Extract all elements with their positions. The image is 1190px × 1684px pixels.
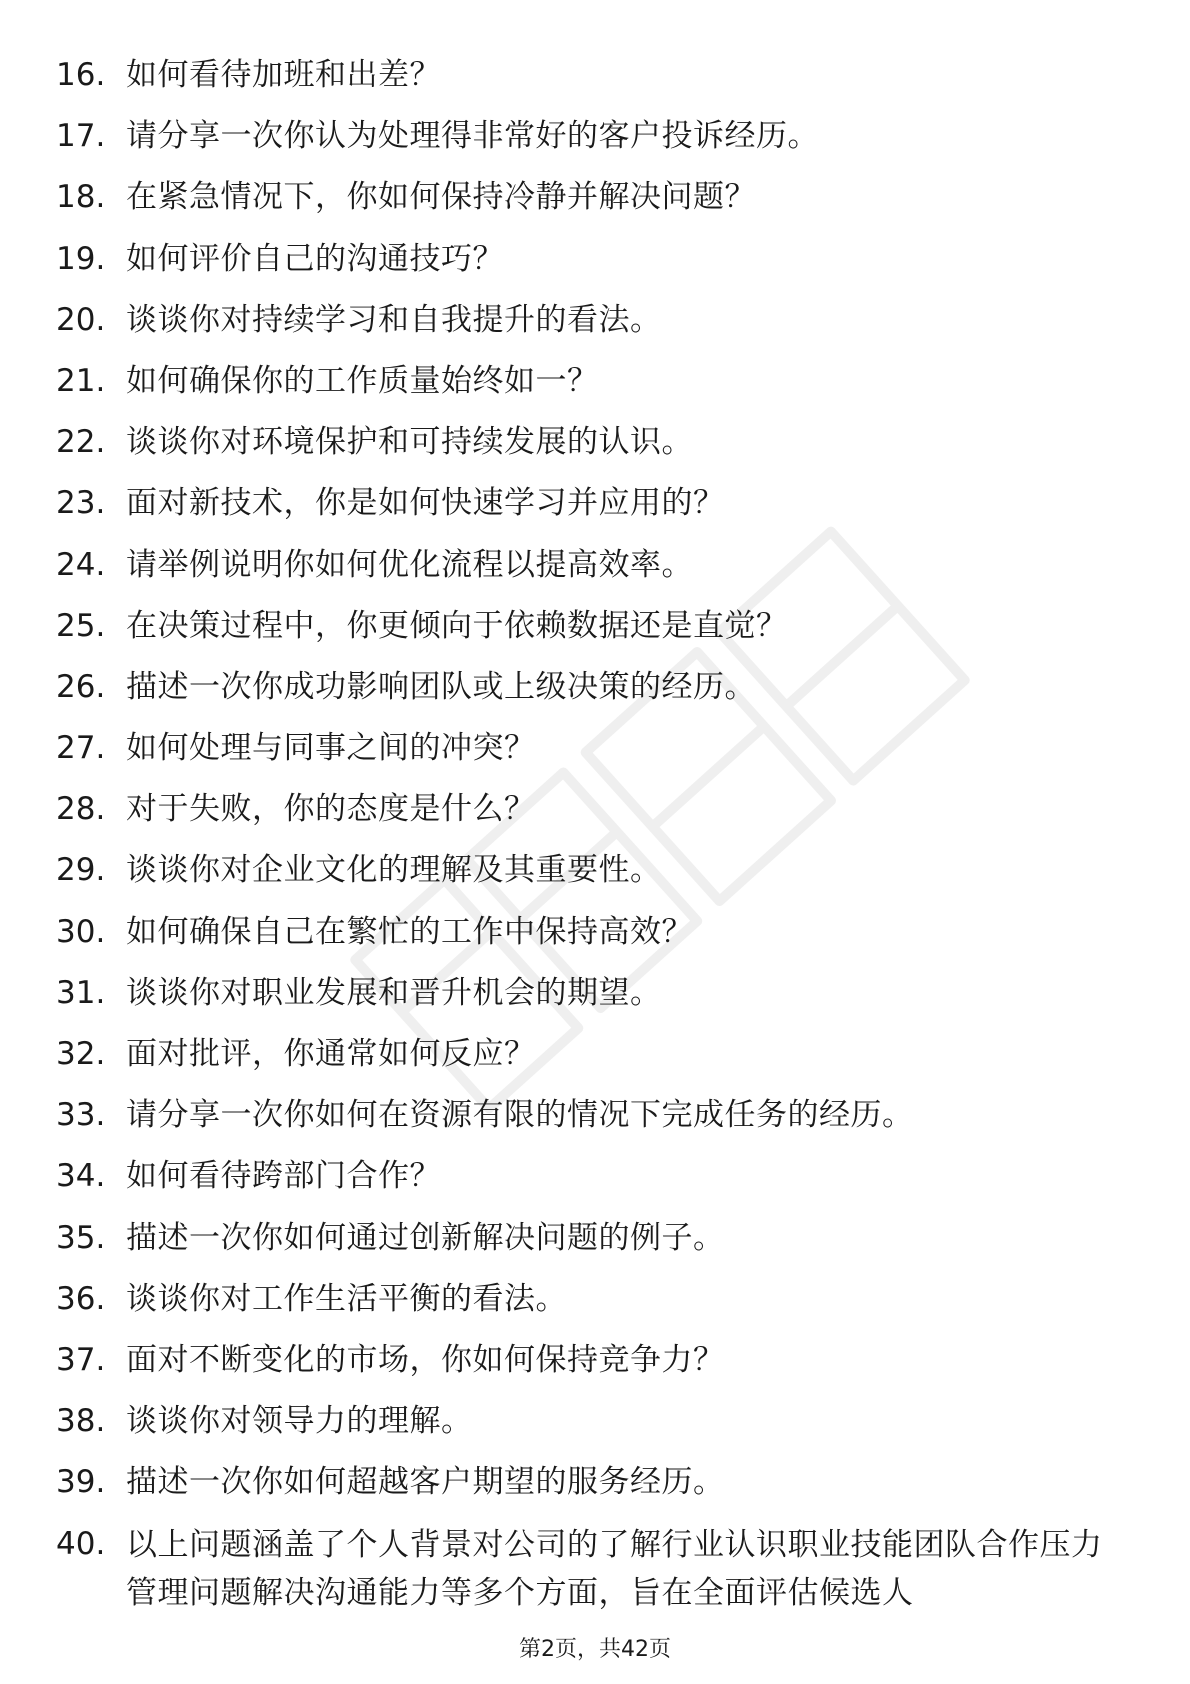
question-number: 23. bbox=[56, 485, 106, 522]
question-item bbox=[0, 1514, 1190, 1636]
page-footer: 第2页，共42页 bbox=[519, 1637, 671, 1662]
question-number: 33. bbox=[56, 1097, 106, 1134]
question-item bbox=[0, 1146, 1190, 1207]
question-number: 35. bbox=[56, 1219, 106, 1256]
question-number: 26. bbox=[56, 668, 106, 705]
question-item bbox=[0, 718, 1190, 779]
question-text: 对于失败，你的态度是什么？ bbox=[126, 791, 536, 828]
question-item bbox=[0, 596, 1190, 657]
question-item bbox=[0, 840, 1190, 901]
question-item bbox=[0, 902, 1190, 963]
question-item bbox=[0, 1085, 1190, 1146]
question-text: 面对不断变化的市场，你如何保持竞争力？ bbox=[126, 1341, 725, 1378]
question-item bbox=[0, 657, 1190, 718]
question-number: 38. bbox=[56, 1403, 106, 1440]
question-item bbox=[0, 167, 1190, 228]
question-text: 请举例说明你如何优化流程以提高效率。 bbox=[126, 546, 693, 583]
question-text: 谈谈你对领导力的理解。 bbox=[126, 1403, 473, 1440]
question-item bbox=[0, 106, 1190, 167]
question-text: 如何处理与同事之间的冲突？ bbox=[126, 730, 536, 767]
question-item bbox=[0, 1391, 1190, 1452]
question-number: 19. bbox=[56, 240, 106, 277]
question-number: 18. bbox=[56, 179, 106, 216]
question-number: 25. bbox=[56, 607, 106, 644]
question-text: 描述一次你成功影响团队或上级决策的经历。 bbox=[126, 668, 756, 705]
question-number: 27. bbox=[56, 730, 106, 767]
question-text: 以上问题涵盖了个人背景对公司的了解行业认识职业技能团队合作压力管理问题解决沟通能力等多个方面，旨在全面评估候选人 bbox=[126, 1526, 1103, 1611]
question-item bbox=[0, 229, 1190, 290]
question-text: 如何确保你的工作质量始终如一？ bbox=[126, 362, 599, 399]
question-text: 描述一次你如何通过创新解决问题的例子。 bbox=[126, 1219, 725, 1256]
question-number: 20. bbox=[56, 301, 106, 338]
question-text: 在决策过程中，你更倾向于依赖数据还是直觉？ bbox=[126, 607, 788, 644]
question-text: 面对新技术，你是如何快速学习并应用的？ bbox=[126, 485, 725, 522]
question-item bbox=[0, 1269, 1190, 1330]
question-text: 如何看待加班和出差？ bbox=[126, 57, 441, 93]
question-text: 如何评价自己的沟通技巧？ bbox=[126, 240, 504, 277]
question-item bbox=[0, 351, 1190, 412]
question-number: 39. bbox=[56, 1464, 106, 1501]
question-item bbox=[0, 963, 1190, 1024]
question-item bbox=[0, 45, 1190, 106]
question-item bbox=[0, 1208, 1190, 1269]
question-text: 谈谈你对工作生活平衡的看法。 bbox=[126, 1280, 567, 1317]
question-number: 40. bbox=[56, 1525, 106, 1562]
question-text: 请分享一次你如何在资源有限的情况下完成任务的经历。 bbox=[126, 1097, 914, 1134]
question-item bbox=[0, 1330, 1190, 1391]
question-text: 谈谈你对职业发展和晋升机会的期望。 bbox=[126, 974, 662, 1011]
question-number: 29. bbox=[56, 852, 106, 889]
question-text: 谈谈你对环境保护和可持续发展的认识。 bbox=[126, 424, 693, 461]
question-number: 24. bbox=[56, 546, 106, 583]
question-number: 28. bbox=[56, 791, 106, 828]
question-text: 如何确保自己在繁忙的工作中保持高效？ bbox=[126, 913, 693, 950]
question-number: 34. bbox=[56, 1158, 106, 1195]
question-number: 30. bbox=[56, 913, 106, 950]
question-list bbox=[0, 45, 1190, 1636]
question-number: 37. bbox=[56, 1341, 106, 1378]
question-number: 21. bbox=[56, 362, 106, 399]
question-text: 请分享一次你认为处理得非常好的客户投诉经历。 bbox=[126, 118, 819, 155]
question-number: 31. bbox=[56, 974, 106, 1011]
question-number: 16. bbox=[56, 57, 106, 93]
question-number: 36. bbox=[56, 1280, 106, 1317]
question-text: 描述一次你如何超越客户期望的服务经历。 bbox=[126, 1464, 725, 1501]
question-item bbox=[0, 290, 1190, 351]
question-number: 22. bbox=[56, 424, 106, 461]
question-item bbox=[0, 412, 1190, 473]
question-item bbox=[0, 779, 1190, 840]
question-item bbox=[0, 1024, 1190, 1085]
question-text: 在紧急情况下，你如何保持冷静并解决问题？ bbox=[126, 179, 756, 216]
question-number: 32. bbox=[56, 1036, 106, 1072]
question-text: 谈谈你对企业文化的理解及其重要性。 bbox=[126, 852, 662, 889]
question-text: 面对批评，你通常如何反应？ bbox=[126, 1036, 536, 1072]
question-item bbox=[0, 1452, 1190, 1513]
question-text: 如何看待跨部门合作？ bbox=[126, 1158, 441, 1195]
question-item bbox=[0, 535, 1190, 596]
question-item bbox=[0, 473, 1190, 534]
question-text: 谈谈你对持续学习和自我提升的看法。 bbox=[126, 301, 662, 338]
question-number: 17. bbox=[56, 118, 106, 155]
